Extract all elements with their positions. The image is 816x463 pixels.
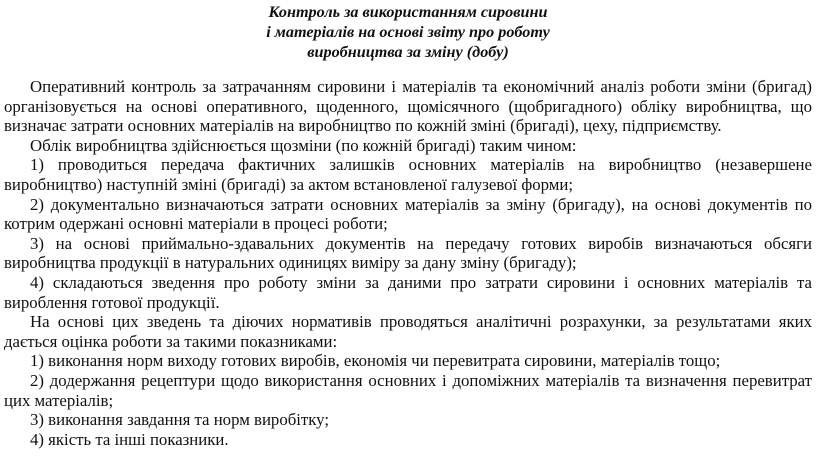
- document-title: [4, 0, 812, 62]
- list-item: 1) проводиться передача фактичних залишків основних матеріалів на виробництво (незавершене виробництво) наступній зміні (бригаді) за актом встановленої галузевої форми;: [4, 155, 812, 194]
- paragraph-analysis: На основі цих зведень та діючих нормативів проводяться аналітичні розрахунки, за результатами яких дається оцінка роботи за такими показниками:: [4, 312, 812, 351]
- list-item: 3) на основі приймально-здавальних документів на передачу готових виробів визначаються обсяги виробництва продукції в натуральних одиницях виміру за дану зміну (бригаду);: [4, 233, 812, 273]
- paragraph-accounting: Облік виробництва здійснюється щозміни (по кожній бригаді) таким чином:: [30, 135, 577, 155]
- title-line: Контроль за використанням сировини: [268, 3, 548, 21]
- list-item: 2) додержання рецептури щодо використання основних і допоміжних матеріалів та визначення перевитрат цих матеріалів;: [4, 370, 812, 410]
- title-line: і матеріалів на основі звіту про роботу: [266, 23, 550, 41]
- document-page: [4, 0, 812, 449]
- list-item: 2) документально визначаються затрати основних матеріалів за зміну (бригаду), на основі документів по котрим одержані основні матеріали в процесі роботи;: [4, 194, 812, 234]
- list-item: 4) якість та інші показники.: [30, 429, 229, 449]
- document-body: [4, 77, 812, 449]
- list-item: 4) складаються зведення про роботу зміни за даними про затрати сировини і основних матеріалів та вироблення готової продукції.: [4, 272, 812, 312]
- title-line: виробництва за зміну (добу): [307, 43, 509, 61]
- paragraph-intro: Оперативний контроль за затрачанням сировини і матеріалів та економічний аналіз роботи зміни (бригад) організовується на основі оперативного, щоденного, щомісячного (щобригадного) обліку виробництва, що визначає затрати основних матеріалів на виробництво по кожній зміні (бригаді), цеху, підприємству.: [4, 77, 812, 136]
- list-item: 3) виконання завдання та норм виробітку;: [30, 410, 329, 430]
- list-item: 1) виконання норм виходу готових виробів, економія чи перевитрата сировини, матеріалів тощо;: [30, 351, 721, 371]
